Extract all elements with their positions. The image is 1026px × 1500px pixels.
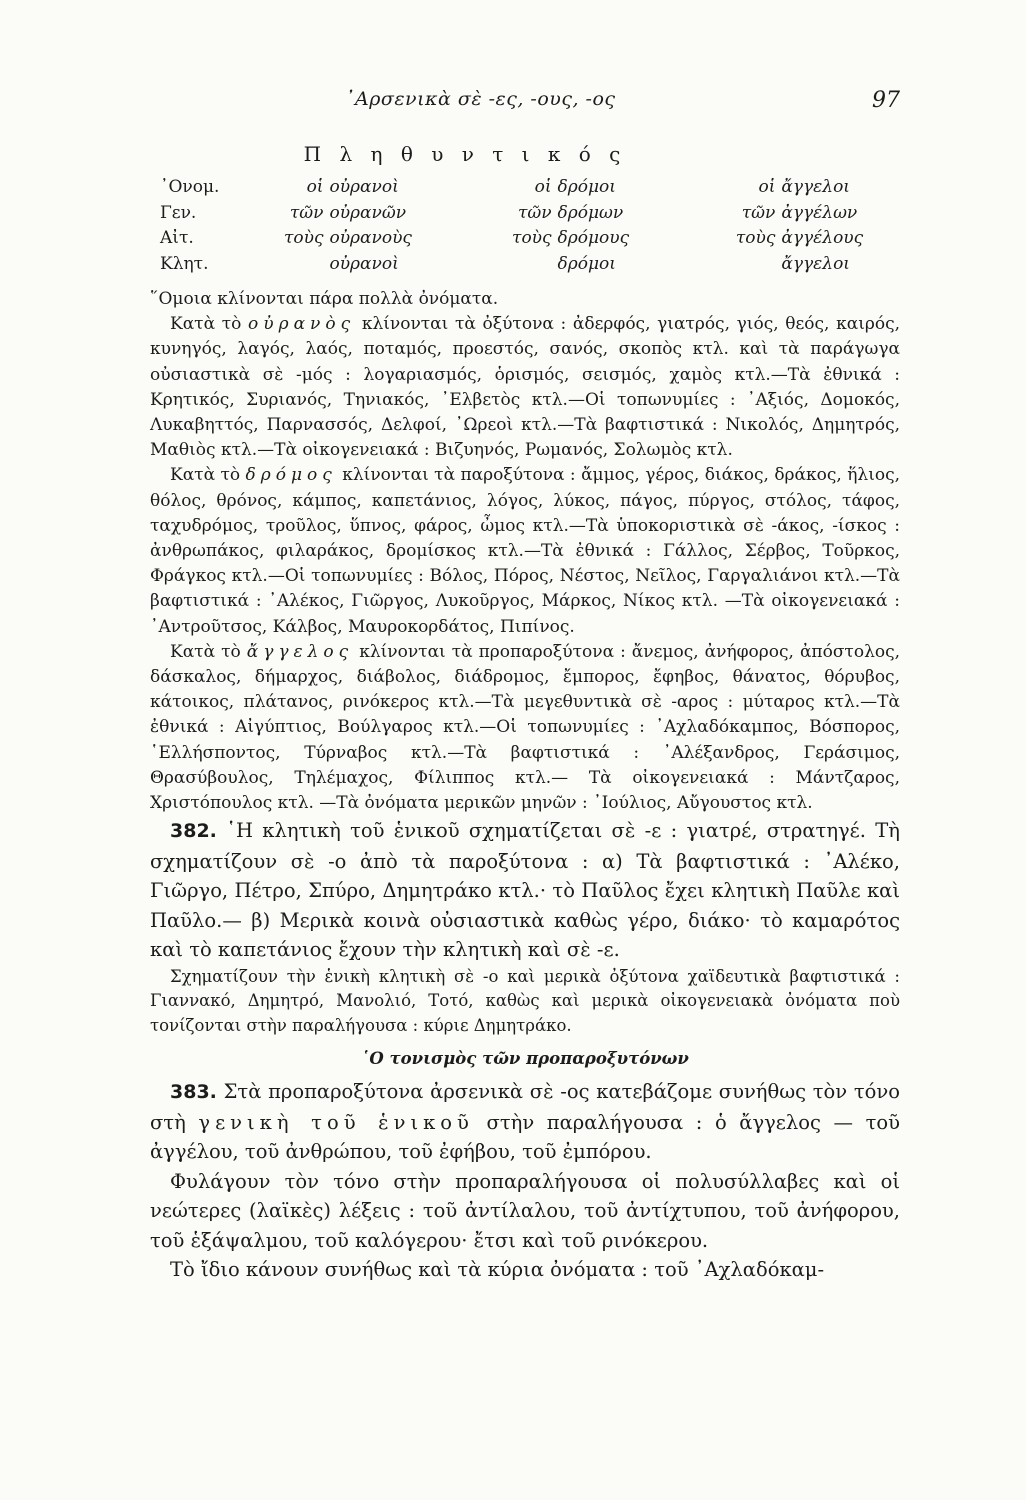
- lead-text: Κατὰ τὸ: [170, 641, 241, 662]
- case-label: ᾿Ονομ.: [160, 177, 220, 197]
- word-form: ἀγγέλους: [781, 228, 864, 248]
- case-label: Κλητ.: [160, 253, 209, 274]
- article: οἱ: [534, 177, 552, 197]
- paragraph-text: στὴν παραλήγουσα : ὁ ἄγγελος — τοῦ ἀγγέλου, τοῦ ἀνθρώπου, τοῦ ἐφήβου, τοῦ ἐμπόρου.: [150, 1110, 901, 1164]
- article: τοὺς: [283, 228, 324, 248]
- article: [726, 254, 782, 280]
- word-form: ἀγγέλων: [781, 202, 858, 223]
- word-form: δρόμοι: [557, 253, 616, 274]
- case-label: Αἰτ.: [160, 228, 194, 248]
- page-number: 97: [872, 88, 900, 113]
- model-word: οὐρανὸς: [248, 314, 356, 335]
- section-number: 382.: [170, 820, 217, 843]
- word-form: οὐρανῶν: [329, 202, 407, 223]
- paragraph-angelos: [150, 640, 900, 816]
- word-form: δρόμων: [557, 202, 624, 223]
- article: τῶν: [741, 202, 776, 223]
- section-382: [150, 816, 900, 965]
- paragraph-similar: ῞Ομοια κλίνονται πάρα πολλὰ ὀνόματα.: [150, 289, 499, 309]
- table-row: [160, 254, 900, 280]
- declension-table: [160, 177, 900, 279]
- main-text: [150, 287, 900, 1285]
- article: οἱ: [306, 177, 324, 197]
- section-383: [150, 1077, 900, 1167]
- case-label: Γεν.: [160, 202, 197, 223]
- word-form: δρόμους: [557, 228, 630, 248]
- model-word: ἄγγελος: [246, 641, 354, 662]
- word-form: οὐρανοὺς: [329, 228, 412, 248]
- word-form: δρόμοι: [557, 177, 616, 197]
- paragraph-text: Στὰ προπαροξύτονα ἀρσενικὰ σὲ -ος κατεβάζομε συνήθως τὸν τόνο στὴ: [150, 1080, 900, 1134]
- word-form: ἄγγελοι: [781, 177, 850, 197]
- paragraph-fylagoun: Φυλάγουν τὸν τόνο στὴν προπαραλήγουσα οἱ πολυσύλλαβες καὶ οἱ νεώτερες (λαϊκὲς) λέξεις : τοῦ ἀντίλαλου, τοῦ ἀντίχτυπου, τοῦ ἀνήφορου, τοῦ ἑξάψαλμου, τοῦ καλόγερου· ἔτσι καὶ τοῦ ρινόκερου.: [150, 1169, 900, 1252]
- paragraph-ouranos: [150, 312, 900, 463]
- subheading: ῾Ο τονισμὸς τῶν προπαροξυτόνων: [361, 1049, 689, 1069]
- paragraph-last: Τὸ ἴδιο κάνουν συνήθως καὶ τὰ κύρια ὀνόματα : τοῦ ᾿Αχλαδόκαμ-: [170, 1258, 825, 1282]
- lead-text: Κατὰ τὸ: [170, 465, 241, 486]
- article: οἱ: [758, 177, 776, 197]
- paragraph-text: κλίνονται τὰ παροξύτονα : ἄμμος, γέρος, διάκος, δράκος, ἥλιος, θόλος, θρόνος, κάμπος, καπετάνιος, λόγος, λύκος, πάγος, πύργος, στόλος, τάφος, ταχυδρόμος, τροῦλος, ὕπνος, φάρος, ὦμος κτλ.—Τὰ ὑποκοριστικὰ σὲ -άκος, -ίσκος : ἀνθρωπάκος, φιλαράκος, δρομίσκος κτλ.—Τὰ ἐθνικά : Γάλλος, Σέρβος, Τοῦρκος, Φράγκος κτλ.—Οἱ τοπωνυμίες : Βόλος, Πόρος, Νέστος, Νεῖλος, Γαργαλιάνοι κτλ.—Τὰ βαφτιστικά : ᾿Αλέκος, Γιῶργος, Λυκοῦργος, Μάρκος, Νίκος κτλ. —Τὰ οἰκογενειακά : ᾿Αντροῦτσος, Κάλβος, Μαυροκορδάτος, Πιπίνος.: [150, 465, 901, 637]
- article: τῶν: [517, 202, 552, 223]
- article: [268, 254, 329, 280]
- article: τοὺς: [735, 228, 776, 248]
- table-row: [160, 177, 900, 203]
- running-header: [150, 88, 900, 118]
- article: τοὺς: [512, 228, 552, 248]
- spaced-emphasis: γενικὴ τοῦ ἑνικοῦ: [198, 1110, 474, 1134]
- header-title: ᾿Αρσενικὰ σὲ -ες, -ους, -ος: [345, 88, 616, 110]
- article: τῶν: [289, 202, 324, 223]
- section-number: 383.: [170, 1081, 217, 1104]
- article: [502, 254, 558, 280]
- word-form: οὐρανοὶ: [329, 177, 399, 197]
- model-word: δρόμος: [245, 465, 337, 486]
- paragraph-text: κλίνονται τὰ προπαροξύτονα : ἄνεμος, ἀνήφορος, ἀπόστολος, δάσκαλος, δήμαρχος, διάβολος, διάδρομος, ἔμπορος, ἔφηβος, θάνατος, θόρυβος, κάτοικος, πλάτανος, ρινόκερος κτλ.—Τὰ μεγεθυντικὰ σὲ -αρος : μύταρος κτλ.—Τὰ ἐθνικά : Αἰγύπτιος, Βούλγαρος κτλ.—Οἱ τοπωνυμίες : ᾿Αχλαδόκαμπος, Βόσπορος, ῾Ελλήσποντος, Τύρναβος κτλ.—Τὰ βαφτιστικά : ᾿Αλέξανδρος, Γεράσιμος, Θρασύβουλος, Τηλέμαχος, Φίλιππος κτλ.— Τὰ οἰκογενειακά : Μάντζαρος, Χριστόπουλος κτλ. —Τὰ ὀνόματα μερικῶν μηνῶν : ᾿Ιούλιος, Αὔγουστος κτλ.: [150, 641, 901, 814]
- plural-heading: Π λ η θ υ ν τ ι κ ό ς: [303, 142, 627, 166]
- table-row: [160, 203, 900, 229]
- word-form: οὐρανοὶ: [329, 253, 399, 274]
- paragraph-382b: Σχηματίζουν τὴν ἑνικὴ κλητικὴ σὲ -ο καὶ μερικὰ ὀξύτονα χαϊδευτικὰ βαφτιστικά : Γιαννακό, Δημητρό, Μανολιό, Τοτό, καθὼς καὶ μερικὰ οἰκογενειακὰ ὀνόματα ποὺ τονίζονται στὴν παραλήγουσα : κύριε Δημητράκο.: [150, 966, 900, 1035]
- paragraph-text: κλίνονται τὰ ὀξύτονα : ἀδερφός, γιατρός, γιός, θεός, καιρός, κυνηγός, λαγός, λαός, ποταμός, προεστός, σανός, σκοπὸς κτλ. καὶ τὰ παράγωγα οὐσιαστικὰ σὲ -μός : λογαριασμός, ὁρισμός, σεισμός, χαμὸς κτλ.—Τὰ ἐθνικά : Κρητικός, Συριανός, Τηνιακός, ᾿Ελβετὸς κτλ.—Οἱ τοπωνυμίες : ᾿Αξιός, Δομοκός, Λυκαβηττός, Παρνασσός, Δελφοί, ᾿Ωρεοὶ κτλ.—Τὰ βαφτιστικά : Νικολός, Δημητρός, Μαθιὸς κτλ.—Τὰ οἰκογενειακά : Βιζυηνός, Ρωμανός, Σολωμὸς κτλ.: [150, 314, 901, 461]
- word-form: ἄγγελοι: [781, 253, 850, 274]
- paragraph-dromos: [150, 463, 900, 639]
- lead-text: Κατὰ τὸ: [170, 314, 242, 335]
- paragraph-text: ῾Η κλητικὴ τοῦ ἑνικοῦ σχηματίζεται σὲ -ε : γιατρέ, στρατηγέ. Τὴ σχηματίζουν σὲ -ο ἀπὸ τὰ παροξύτονα : α) Τὰ βαφτιστικά : ᾿Αλέκο, Γιῶργο, Πέτρο, Σπύρο, Δημητράκο κτλ.· τὸ Παῦλος ἔχει κλητικὴ Παῦλε καὶ Παῦλο.— β) Μερικὰ κοινὰ οὐσιαστικὰ καθὼς γέρο, διάκο· τὸ καμαρότος καὶ τὸ καπετάνιος ἔχουν τὴν κλητικὴ καὶ σὲ -ε.: [150, 819, 900, 962]
- table-row: [160, 228, 900, 254]
